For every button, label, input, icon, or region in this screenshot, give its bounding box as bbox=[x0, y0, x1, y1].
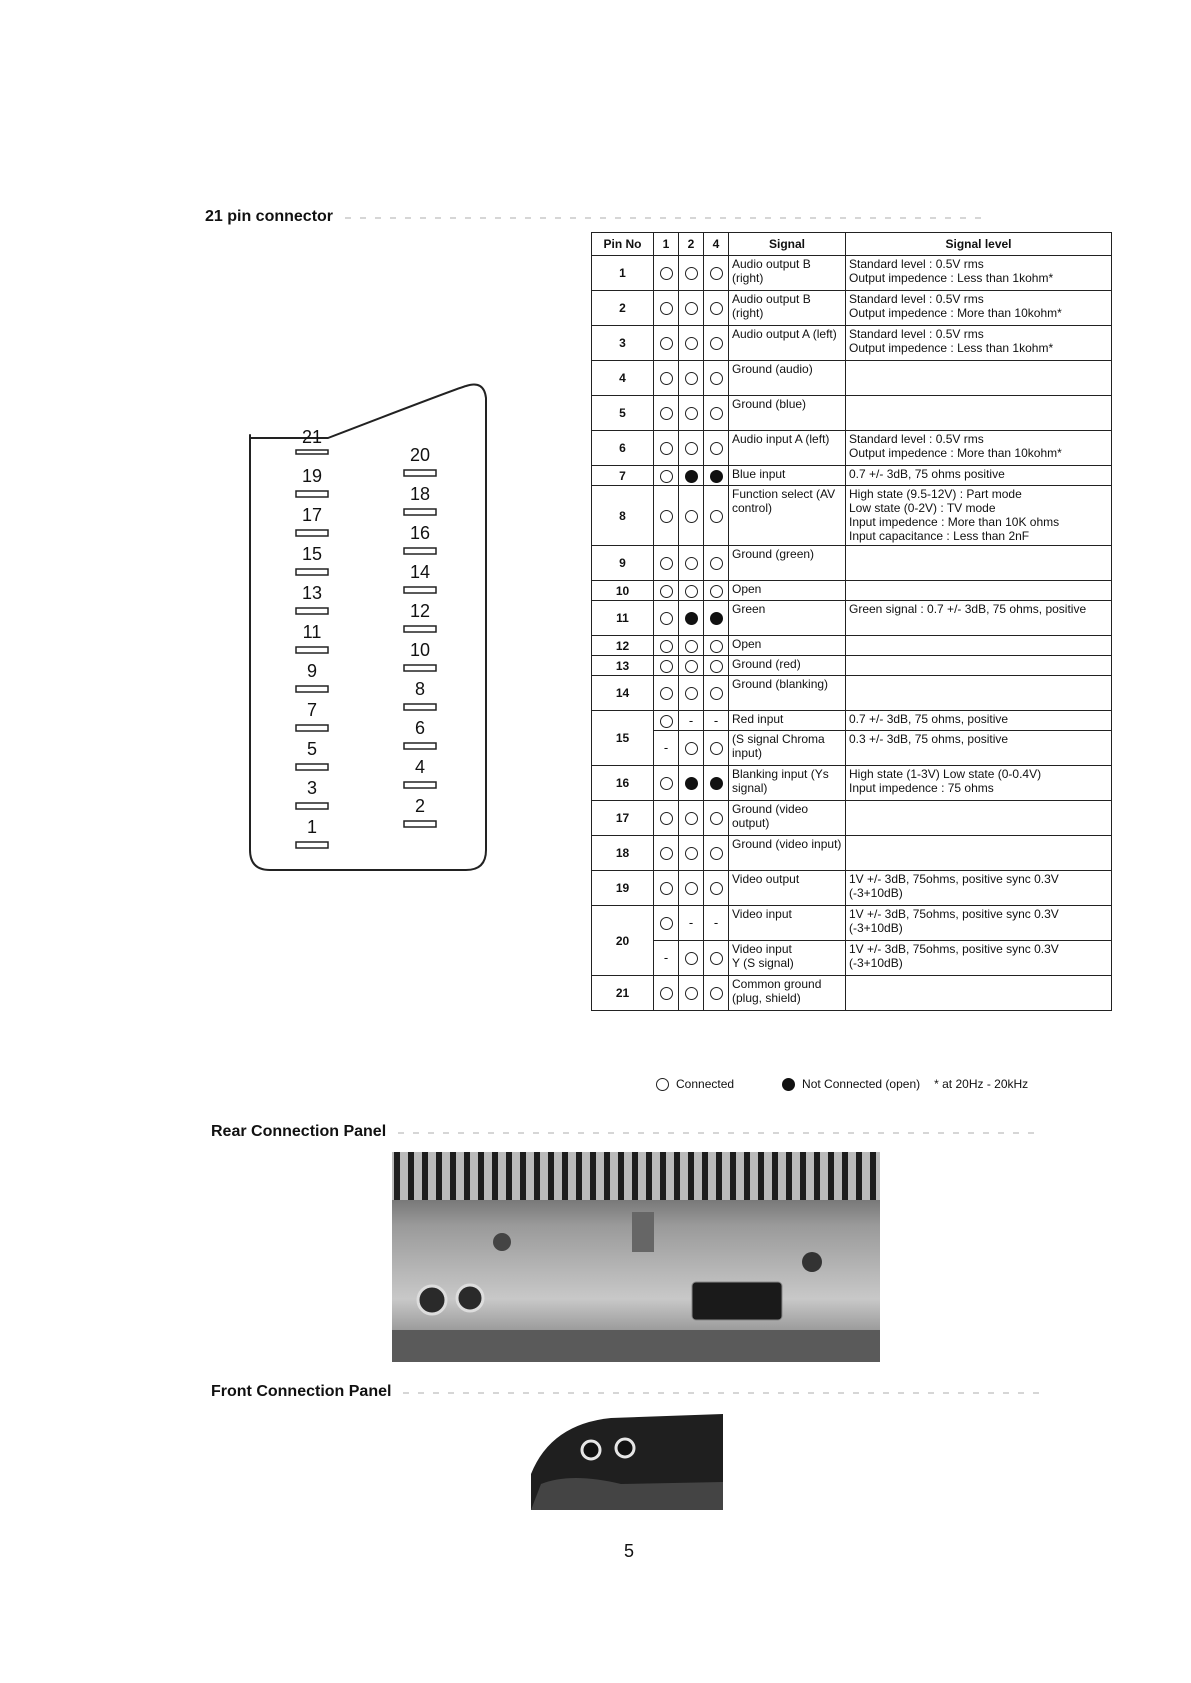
signal-level-cell bbox=[846, 361, 1112, 396]
connected-icon bbox=[710, 847, 723, 860]
pin-contact-11 bbox=[296, 647, 328, 653]
header-col-4: 4 bbox=[704, 233, 729, 256]
signal-cell: Ground (green) bbox=[729, 546, 846, 581]
signal-level-cell: Standard level : 0.5V rms Output impedence : Less than 1kohm* bbox=[846, 256, 1112, 291]
connected-icon bbox=[685, 510, 698, 523]
table-header-row bbox=[592, 233, 1112, 256]
mark-cell bbox=[679, 396, 704, 431]
pin-label-2: 2 bbox=[414, 796, 426, 816]
mark-cell bbox=[704, 636, 729, 656]
pin-contact-19 bbox=[296, 491, 328, 497]
mark-cell bbox=[704, 871, 729, 906]
connected-icon bbox=[710, 742, 723, 755]
pin-label-1: 1 bbox=[306, 817, 318, 837]
mark-cell bbox=[679, 731, 704, 766]
mark-cell bbox=[654, 601, 679, 636]
signal-level-cell bbox=[846, 656, 1112, 676]
pin-contact-17 bbox=[296, 530, 328, 536]
legend-connected: Connected bbox=[676, 1077, 735, 1091]
pin-contact-4 bbox=[404, 782, 436, 788]
header-col-2: 2 bbox=[679, 233, 704, 256]
pin-label-20: 20 bbox=[409, 445, 431, 465]
connected-icon bbox=[660, 442, 673, 455]
connected-icon bbox=[710, 407, 723, 420]
mark-cell bbox=[679, 871, 704, 906]
mark-cell bbox=[654, 486, 679, 546]
pin-label-15: 15 bbox=[301, 544, 323, 564]
connected-icon bbox=[710, 987, 723, 1000]
signal-cell: Audio output A (left) bbox=[729, 326, 846, 361]
header-signal-level: Signal level bbox=[846, 233, 1112, 256]
header-signal: Signal bbox=[729, 233, 846, 256]
signal-cell: Ground (red) bbox=[729, 656, 846, 676]
rear-panel-photo bbox=[392, 1152, 880, 1362]
rear-panel-heading: Rear Connection Panel bbox=[211, 1123, 387, 1140]
pin-label-6: 6 bbox=[414, 718, 426, 738]
pin-label-8: 8 bbox=[414, 679, 426, 699]
signal-level-cell bbox=[846, 836, 1112, 871]
table-row bbox=[592, 871, 1112, 906]
pin-label-16: 16 bbox=[409, 523, 431, 543]
connected-icon bbox=[685, 847, 698, 860]
mark-cell bbox=[704, 291, 729, 326]
mark-cell bbox=[654, 636, 679, 656]
dash-mark: - bbox=[688, 712, 694, 728]
table-row bbox=[592, 801, 1112, 836]
mark-cell bbox=[654, 711, 679, 731]
mark-cell bbox=[679, 291, 704, 326]
connected-icon bbox=[685, 585, 698, 598]
pin-contact-3 bbox=[296, 803, 328, 809]
connected-icon bbox=[660, 917, 673, 930]
connected-icon bbox=[710, 660, 723, 673]
pin-label-12: 12 bbox=[409, 601, 431, 621]
connected-icon bbox=[660, 612, 673, 625]
connected-icon bbox=[710, 882, 723, 895]
pin-number-cell: 4 bbox=[592, 361, 654, 396]
signal-cell: Audio input A (left) bbox=[729, 431, 846, 466]
mark-cell bbox=[704, 836, 729, 871]
pin-assignment-table bbox=[591, 232, 1112, 1011]
connected-icon bbox=[685, 952, 698, 965]
pin-number-cell: 20 bbox=[592, 906, 654, 976]
not-connected-icon bbox=[685, 612, 698, 625]
connected-icon bbox=[685, 337, 698, 350]
pin-connector-heading: 21 pin connector bbox=[205, 208, 334, 225]
connected-icon bbox=[685, 407, 698, 420]
pin-number-cell: 9 bbox=[592, 546, 654, 581]
mark-cell bbox=[704, 256, 729, 291]
signal-cell: Red input bbox=[729, 711, 846, 731]
table-row bbox=[592, 731, 1112, 766]
connected-icon bbox=[660, 372, 673, 385]
not-connected-icon bbox=[710, 470, 723, 483]
connected-icon bbox=[710, 952, 723, 965]
connected-icon bbox=[685, 640, 698, 653]
table-row bbox=[592, 906, 1112, 941]
pin-number-cell: 8 bbox=[592, 486, 654, 546]
pin-label-10: 10 bbox=[409, 640, 431, 660]
pin-number-cell: 5 bbox=[592, 396, 654, 431]
connected-icon bbox=[660, 777, 673, 790]
mark-cell bbox=[704, 766, 729, 801]
mark-cell bbox=[704, 396, 729, 431]
table-row bbox=[592, 636, 1112, 656]
connected-icon bbox=[656, 1078, 669, 1091]
not-connected-icon bbox=[710, 612, 723, 625]
signal-cell: Video input bbox=[729, 906, 846, 941]
connected-icon bbox=[710, 812, 723, 825]
signal-level-cell: 1V +/- 3dB, 75ohms, positive sync 0.3V (-3+10dB) bbox=[846, 871, 1112, 906]
mark-cell bbox=[654, 941, 679, 976]
mark-cell bbox=[654, 906, 679, 941]
connected-icon bbox=[710, 640, 723, 653]
connected-icon bbox=[660, 987, 673, 1000]
connected-icon bbox=[660, 660, 673, 673]
not-connected-icon bbox=[685, 777, 698, 790]
not-connected-icon bbox=[685, 470, 698, 483]
signal-level-cell: Standard level : 0.5V rms Output impedence : More than 10kohm* bbox=[846, 431, 1112, 466]
pin-contact-9 bbox=[296, 686, 328, 692]
pin-number-cell: 13 bbox=[592, 656, 654, 676]
signal-level-cell bbox=[846, 636, 1112, 656]
mark-cell bbox=[704, 676, 729, 711]
pin-contact-14 bbox=[404, 587, 436, 593]
table-row bbox=[592, 466, 1112, 486]
table-row bbox=[592, 291, 1112, 326]
signal-level-cell bbox=[846, 976, 1112, 1011]
pin-contact-7 bbox=[296, 725, 328, 731]
not-connected-icon bbox=[710, 777, 723, 790]
connected-icon bbox=[710, 687, 723, 700]
signal-cell: Function select (AV control) bbox=[729, 486, 846, 546]
dash-mark: - bbox=[713, 915, 719, 930]
legend-note: * at 20Hz - 20kHz bbox=[934, 1077, 1029, 1091]
pin-number-cell: 16 bbox=[592, 766, 654, 801]
pin-contact-10 bbox=[404, 665, 436, 671]
connected-icon bbox=[660, 470, 673, 483]
table-row bbox=[592, 676, 1112, 711]
connected-icon bbox=[660, 812, 673, 825]
connected-icon bbox=[660, 687, 673, 700]
connected-icon bbox=[660, 337, 673, 350]
signal-cell: Video input Y (S signal) bbox=[729, 941, 846, 976]
signal-cell: Common ground (plug, shield) bbox=[729, 976, 846, 1011]
mark-cell bbox=[679, 256, 704, 291]
header-pin-no: Pin No bbox=[592, 233, 654, 256]
page-number: 5 bbox=[624, 1541, 635, 1561]
mark-cell bbox=[704, 361, 729, 396]
connected-icon bbox=[660, 510, 673, 523]
signal-level-cell bbox=[846, 396, 1112, 431]
mark-cell bbox=[654, 976, 679, 1011]
pin-number-cell: 3 bbox=[592, 326, 654, 361]
signal-cell: Ground (blanking) bbox=[729, 676, 846, 711]
table-row bbox=[592, 256, 1112, 291]
connected-icon bbox=[710, 585, 723, 598]
mark-cell bbox=[704, 731, 729, 766]
connected-icon bbox=[685, 660, 698, 673]
signal-level-cell: Standard level : 0.5V rms Output impedence : Less than 1kohm* bbox=[846, 326, 1112, 361]
mark-cell bbox=[679, 801, 704, 836]
connected-icon bbox=[660, 715, 673, 728]
connected-icon bbox=[685, 812, 698, 825]
pin-contact-21 bbox=[296, 450, 328, 454]
mark-cell bbox=[679, 601, 704, 636]
signal-level-cell bbox=[846, 801, 1112, 836]
signal-level-cell: High state (1-3V) Low state (0-0.4V) Input impedence : 75 ohms bbox=[846, 766, 1112, 801]
mark-cell bbox=[654, 731, 679, 766]
mark-cell bbox=[679, 361, 704, 396]
mark-cell bbox=[704, 546, 729, 581]
pin-contact-2 bbox=[404, 821, 436, 827]
mark-cell bbox=[679, 546, 704, 581]
mark-cell bbox=[704, 976, 729, 1011]
signal-cell: Blanking input (Ys signal) bbox=[729, 766, 846, 801]
pin-contact-15 bbox=[296, 569, 328, 575]
table-row bbox=[592, 836, 1112, 871]
pin-number-cell: 12 bbox=[592, 636, 654, 656]
mark-cell bbox=[704, 601, 729, 636]
signal-level-cell bbox=[846, 676, 1112, 711]
table-row bbox=[592, 486, 1112, 546]
mark-cell bbox=[704, 581, 729, 601]
signal-cell: Ground (blue) bbox=[729, 396, 846, 431]
mark-cell bbox=[654, 836, 679, 871]
table-row bbox=[592, 581, 1112, 601]
pin-contact-13 bbox=[296, 608, 328, 614]
signal-level-cell: 0.7 +/- 3dB, 75 ohms, positive bbox=[846, 711, 1112, 731]
pin-contact-1 bbox=[296, 842, 328, 848]
connected-icon bbox=[685, 687, 698, 700]
mark-cell bbox=[679, 431, 704, 466]
mark-cell bbox=[679, 486, 704, 546]
mark-cell bbox=[704, 656, 729, 676]
pin-label-13: 13 bbox=[301, 583, 323, 603]
connected-icon bbox=[710, 267, 723, 280]
mark-cell bbox=[704, 326, 729, 361]
pin-number-cell: 21 bbox=[592, 976, 654, 1011]
pin-number-cell: 1 bbox=[592, 256, 654, 291]
pin-number-cell: 19 bbox=[592, 871, 654, 906]
mark-cell bbox=[654, 326, 679, 361]
mark-cell bbox=[704, 941, 729, 976]
pin-contact-18 bbox=[404, 509, 436, 515]
signal-level-cell: 1V +/- 3dB, 75ohms, positive sync 0.3V (-3+10dB) bbox=[846, 941, 1112, 976]
scart-connector-diagram bbox=[248, 380, 488, 880]
table-row bbox=[592, 976, 1112, 1011]
connected-icon bbox=[660, 557, 673, 570]
mark-cell bbox=[654, 396, 679, 431]
mark-cell bbox=[679, 941, 704, 976]
signal-cell: Open bbox=[729, 636, 846, 656]
connected-icon bbox=[710, 372, 723, 385]
mark-cell bbox=[679, 976, 704, 1011]
mark-cell bbox=[679, 636, 704, 656]
mark-cell bbox=[704, 906, 729, 941]
mark-cell bbox=[679, 676, 704, 711]
signal-cell: Blue input bbox=[729, 466, 846, 486]
dash-mark: - bbox=[663, 740, 669, 755]
signal-cell: Green bbox=[729, 601, 846, 636]
header-col-1: 1 bbox=[654, 233, 679, 256]
not-connected-icon bbox=[782, 1078, 795, 1091]
connected-icon bbox=[710, 302, 723, 315]
pin-number-cell: 7 bbox=[592, 466, 654, 486]
legend-not-connected: Not Connected (open) bbox=[802, 1077, 921, 1091]
mark-cell bbox=[654, 466, 679, 486]
mark-cell bbox=[679, 581, 704, 601]
signal-cell: Video output bbox=[729, 871, 846, 906]
mark-cell bbox=[679, 836, 704, 871]
pin-label-19: 19 bbox=[301, 466, 323, 486]
mark-cell bbox=[654, 581, 679, 601]
table-row bbox=[592, 361, 1112, 396]
table-row bbox=[592, 656, 1112, 676]
pin-contact-20 bbox=[404, 470, 436, 476]
signal-cell: Ground (video input) bbox=[729, 836, 846, 871]
mark-cell bbox=[654, 766, 679, 801]
pin-label-5: 5 bbox=[306, 739, 318, 759]
signal-cell: Audio output B (right) bbox=[729, 291, 846, 326]
table-row bbox=[592, 431, 1112, 466]
mark-cell bbox=[654, 801, 679, 836]
pin-label-7: 7 bbox=[306, 700, 318, 720]
table-row bbox=[592, 396, 1112, 431]
mark-cell bbox=[654, 676, 679, 711]
connected-icon bbox=[685, 372, 698, 385]
connected-icon bbox=[710, 510, 723, 523]
connected-icon bbox=[685, 882, 698, 895]
pin-label-4: 4 bbox=[414, 757, 426, 777]
pin-contact-6 bbox=[404, 743, 436, 749]
mark-cell bbox=[679, 766, 704, 801]
pin-number-cell: 18 bbox=[592, 836, 654, 871]
pin-label-17: 17 bbox=[301, 505, 323, 525]
connected-icon bbox=[660, 640, 673, 653]
pin-label-9: 9 bbox=[306, 661, 318, 681]
signal-level-cell: Green signal : 0.7 +/- 3dB, 75 ohms, positive bbox=[846, 601, 1112, 636]
pin-contact-5 bbox=[296, 764, 328, 770]
signal-cell: (S signal Chroma input) bbox=[729, 731, 846, 766]
signal-level-cell: 1V +/- 3dB, 75ohms, positive sync 0.3V (-3+10dB) bbox=[846, 906, 1112, 941]
mark-cell bbox=[654, 256, 679, 291]
mark-cell bbox=[679, 711, 704, 731]
connected-icon bbox=[685, 267, 698, 280]
signal-cell: Open bbox=[729, 581, 846, 601]
mark-cell bbox=[654, 291, 679, 326]
connected-icon bbox=[685, 557, 698, 570]
dash-mark: - bbox=[688, 915, 694, 930]
front-panel-heading: Front Connection Panel bbox=[211, 1383, 392, 1400]
signal-level-cell bbox=[846, 581, 1112, 601]
connector-outline bbox=[250, 385, 486, 871]
connected-icon bbox=[660, 585, 673, 598]
mark-cell bbox=[654, 656, 679, 676]
mark-cell bbox=[654, 431, 679, 466]
pin-number-cell: 15 bbox=[592, 711, 654, 766]
mark-cell bbox=[654, 361, 679, 396]
mark-cell bbox=[654, 546, 679, 581]
signal-cell: Audio output B (right) bbox=[729, 256, 846, 291]
table-row bbox=[592, 711, 1112, 731]
pin-contact-8 bbox=[404, 704, 436, 710]
mark-cell bbox=[704, 801, 729, 836]
table-row bbox=[592, 326, 1112, 361]
signal-level-cell: Standard level : 0.5V rms Output impedence : More than 10kohm* bbox=[846, 291, 1112, 326]
pin-number-cell: 17 bbox=[592, 801, 654, 836]
mark-cell bbox=[704, 466, 729, 486]
mark-cell bbox=[654, 871, 679, 906]
connected-icon bbox=[710, 337, 723, 350]
connected-icon bbox=[710, 442, 723, 455]
table-legend bbox=[656, 1077, 1028, 1091]
signal-cell: Ground (audio) bbox=[729, 361, 846, 396]
signal-level-cell: High state (9.5-12V) : Part mode Low state (0-2V) : TV mode Input impedence : More than 10K ohms Input capacitance : Less than 2nF bbox=[846, 486, 1112, 546]
mark-cell bbox=[704, 711, 729, 731]
table-row bbox=[592, 601, 1112, 636]
table-row bbox=[592, 941, 1112, 976]
mark-cell bbox=[679, 906, 704, 941]
pin-number-cell: 6 bbox=[592, 431, 654, 466]
dash-mark: - bbox=[713, 712, 719, 728]
pin-label-18: 18 bbox=[409, 484, 431, 504]
signal-level-cell: 0.3 +/- 3dB, 75 ohms, positive bbox=[846, 731, 1112, 766]
pin-number-cell: 11 bbox=[592, 601, 654, 636]
table-row bbox=[592, 546, 1112, 581]
connected-icon bbox=[685, 442, 698, 455]
pin-label-21: 21 bbox=[301, 427, 323, 447]
connected-icon bbox=[685, 987, 698, 1000]
connected-icon bbox=[685, 742, 698, 755]
mark-cell bbox=[704, 486, 729, 546]
pin-label-11: 11 bbox=[302, 622, 322, 642]
signal-level-cell bbox=[846, 546, 1112, 581]
table-row bbox=[592, 766, 1112, 801]
connected-icon bbox=[660, 267, 673, 280]
dash-mark: - bbox=[663, 950, 669, 965]
front-panel-photo bbox=[531, 1414, 723, 1510]
mark-cell bbox=[679, 466, 704, 486]
pin-label-3: 3 bbox=[306, 778, 318, 798]
connected-icon bbox=[685, 302, 698, 315]
connected-icon bbox=[660, 882, 673, 895]
pin-number-cell: 10 bbox=[592, 581, 654, 601]
signal-level-cell: 0.7 +/- 3dB, 75 ohms positive bbox=[846, 466, 1112, 486]
pin-contact-12 bbox=[404, 626, 436, 632]
mark-cell bbox=[679, 326, 704, 361]
mark-cell bbox=[679, 656, 704, 676]
connected-icon bbox=[660, 407, 673, 420]
mark-cell bbox=[704, 431, 729, 466]
connected-icon bbox=[660, 847, 673, 860]
pin-number-cell: 14 bbox=[592, 676, 654, 711]
pin-contact-16 bbox=[404, 548, 436, 554]
signal-cell: Ground (video output) bbox=[729, 801, 846, 836]
connected-icon bbox=[710, 557, 723, 570]
pin-label-14: 14 bbox=[409, 562, 431, 582]
pin-number-cell: 2 bbox=[592, 291, 654, 326]
connected-icon bbox=[660, 302, 673, 315]
